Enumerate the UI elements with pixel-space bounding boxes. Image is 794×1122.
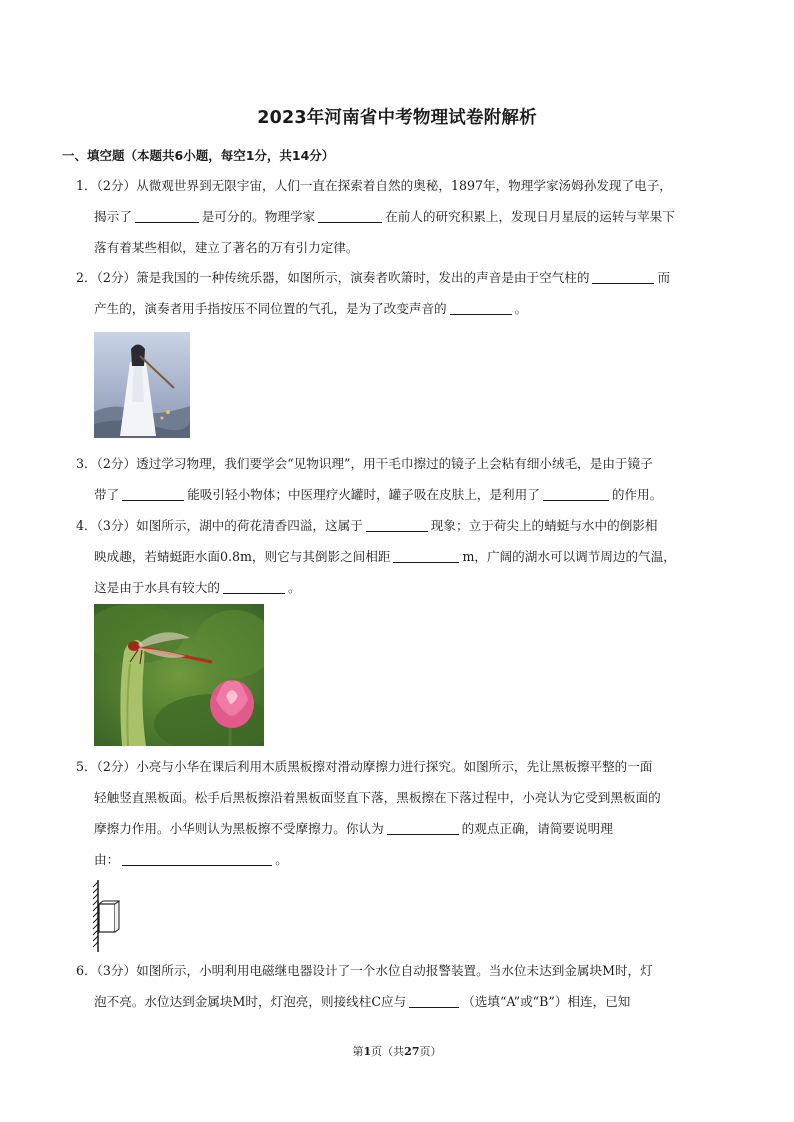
blackboard-eraser-illustration — [90, 878, 130, 954]
question-2-line-1 — [76, 262, 722, 293]
question-3-line-2 — [76, 479, 722, 510]
question-2-text: 。 — [514, 301, 528, 316]
current-page-number: 1 — [363, 1045, 372, 1058]
question-3-text: 能吸引轻小物体；中医理疗火罐时，罐子吸在皮肤上，是利用了 — [187, 487, 540, 502]
question-1-line-2 — [76, 201, 722, 232]
question-4-text: 。 — [287, 580, 301, 595]
question-3-text: 带了 — [94, 487, 120, 502]
question-6-line-2 — [76, 986, 722, 1017]
question-1-text: 是可分的。物理学家 — [201, 209, 316, 224]
question-6 — [76, 955, 722, 1017]
answer-blank[interactable] — [135, 208, 199, 223]
question-2-text: 2．（2分）箫是我国的一种传统乐器，如图所示，演奏者吹箫时，发出的声音是由于空气柱的 — [76, 270, 590, 285]
question-2-text: 而 — [657, 270, 671, 285]
question-5-text: 。 — [275, 852, 288, 867]
question-4-text: 这是由于水具有较大的 — [94, 580, 220, 595]
question-6-text: 泡不亮。水位达到金属块M时，灯泡亮，则接线柱C应与 — [94, 994, 407, 1009]
question-4-text: 现象；立于荷尖上的蜻蜓与水中的倒影相 — [430, 518, 658, 533]
answer-blank[interactable] — [366, 517, 428, 532]
footer-text: 页） — [419, 1045, 442, 1058]
answer-blank[interactable] — [450, 300, 512, 315]
page-footer — [0, 1043, 794, 1059]
answer-blank[interactable] — [592, 269, 654, 284]
question-5-text: 摩擦力作用。小华则认为黑板擦不受摩擦力。你认为 — [94, 821, 384, 836]
question-6-text: （选填“A”或“B”）相连，已知 — [462, 994, 631, 1009]
question-5-line-3 — [76, 813, 722, 844]
question-5-text: 由： — [94, 852, 120, 867]
question-6-line-1: 6．（3分）如图所示，小明利用电磁继电器设计了一个水位自动报警装置。当水位未达到金属块M时，灯 — [76, 963, 653, 978]
answer-blank[interactable] — [387, 820, 459, 835]
question-4-line-2 — [76, 541, 722, 572]
question-4-text: m，广阔的湖水可以调节周边的气温， — [462, 549, 676, 564]
answer-blank[interactable] — [223, 579, 285, 594]
question-3-text: 的作用。 — [611, 487, 663, 502]
dragonfly-lotus-illustration — [94, 604, 264, 746]
question-3-line-1: 3．（2分）透过学习物理，我们要学会“见物识理”，用干毛巾擦过的镜子上会粘有细小绒毛，是由于镜子 — [76, 456, 653, 471]
question-4-text: 4．（3分）如图所示，湖中的荷花清香四溢，这属于 — [76, 518, 363, 533]
question-1-line-1: 1．（2分）从微观世界到无限宇宙，人们一直在探索着自然的奥秘，1897年，物理学家汤姆孙发现了电子， — [76, 178, 672, 193]
question-4-text: 映成趣，若蜻蜓距水面0.8m，则它与其倒影之间相距 — [94, 549, 391, 564]
dragonfly-lotus-photo — [94, 604, 264, 746]
answer-blank[interactable] — [409, 993, 459, 1008]
answer-blank[interactable] — [543, 486, 609, 501]
question-2-text: 产生的，演奏者用手指按压不同位置的气孔，是为了改变声音的 — [94, 301, 447, 316]
question-2-line-2 — [76, 293, 722, 324]
question-1 — [76, 170, 722, 263]
question-1-text: 在前人的研究积累上，发现日月星辰的运转与苹果下 — [385, 209, 675, 224]
xiao-player-illustration — [94, 332, 190, 438]
question-4 — [76, 510, 722, 603]
question-4-line-3 — [76, 572, 722, 603]
question-5-text: 的观点正确，请简要说明理 — [461, 821, 613, 836]
answer-blank[interactable] — [122, 486, 184, 501]
question-3 — [76, 448, 722, 510]
footer-text: 页（共 — [371, 1045, 405, 1058]
question-1-line-3: 落有着某些相似，建立了著名的万有引力定律。 — [94, 240, 359, 255]
answer-blank[interactable] — [393, 548, 459, 563]
question-1-text: 揭示了 — [94, 209, 132, 224]
total-page-count: 27 — [404, 1045, 420, 1058]
question-5-line-4 — [76, 844, 722, 875]
section-heading: 一、填空题（本题共6小题，每空1分，共14分） — [62, 148, 335, 163]
xiao-player-photo — [94, 332, 190, 438]
question-5-line-1: 5．（2分）小亮与小华在课后利用木质黑板擦对滑动摩擦力进行探究。如图所示，先让黑板擦平整的一面 — [76, 759, 653, 774]
answer-blank[interactable] — [122, 851, 272, 866]
footer-text: 第 — [352, 1045, 364, 1058]
question-5 — [76, 751, 722, 875]
answer-blank[interactable] — [318, 208, 382, 223]
page-title: 2023年河南省中考物理试卷附解析 — [257, 108, 537, 128]
question-4-line-1 — [76, 510, 722, 541]
blackboard-eraser-diagram — [90, 878, 130, 954]
question-5-line-2: 轻触竖直黑板面。松手后黑板擦沿着黑板面竖直下落，黑板擦在下落过程中，小亮认为它受到黑板面的 — [94, 790, 661, 805]
question-2 — [76, 262, 722, 324]
